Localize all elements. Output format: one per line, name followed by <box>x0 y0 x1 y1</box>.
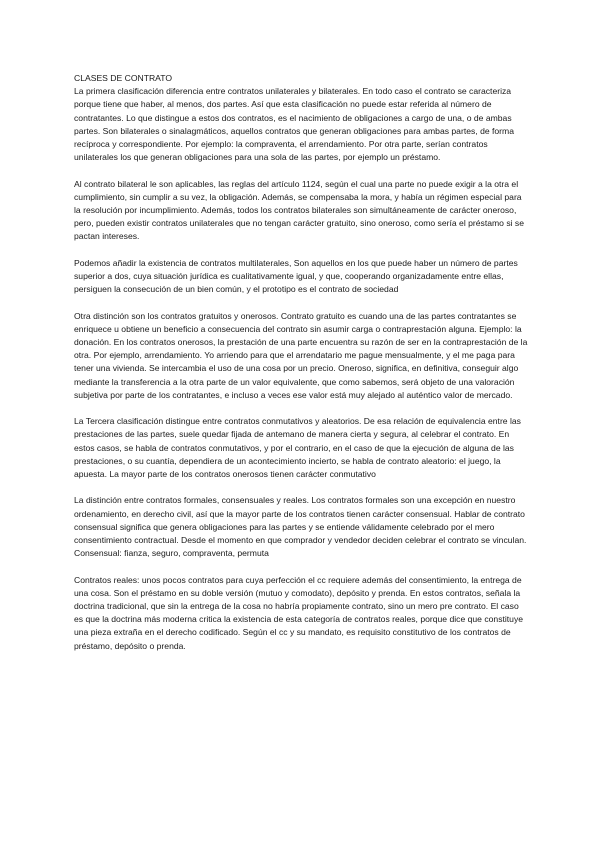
paragraph-contratos-reales: Contratos reales: unos pocos contratos para cuya perfección el cc requiere además del consentimiento, la entrega de una cosa. Son el préstamo en su doble versión (mutuo y comodato), depósito y prenda. En estos contratos, señala la doctrina tradicional, que sin la entrega de la cosa no habría propiamente contrato, sino un mero pre contrato. El caso es que la doctrina más moderna critica la existencia de esta categoría de contratos reales, porque dice que constituye una pieza extraña en el derecho codificado. Según el cc y su mandato, es requisito constitutivo de los contratos de préstamo, depósito o prenda. <box>74 574 524 651</box>
paragraph-multilaterales: Podemos añadir la existencia de contratos multilaterales, Son aquellos en los que puede haber un número de partes superior a dos, cuya situación jurídica es cualitativamente igual, y que, cooperando organizadamente entre ellas, persiguen la consecución de un bien común, y el prototipo es el contrato de sociedad <box>74 257 518 295</box>
paragraph-unilaterales-bilaterales: La primera clasificación diferencia entre contratos unilaterales y bilaterales. En todo caso el contrato se caracteriza porque tiene que haber, al menos, dos partes. Así que esta clasificación no puede estar referida al número de contratantes. Lo que distingue a estos dos contratos, es el nacimiento de obligaciones a cargo de una, o de ambas partes. Son bilaterales o sinalagmáticos, aquellos contratos que generan obligaciones para ambas partes, de forma recíproca y correspondiente. Por ejemplo: la compraventa, el arrendamiento. Por otra parte, serían contratos unilaterales los que generan obligaciones para una sola de las partes, por ejemplo un préstamo. <box>74 86 514 163</box>
paragraph-conmutativos-aleatorios: La Tercera clasificación distingue entre contratos conmutativos y aleatorios. De esa relación de equivalencia entre las prestaciones de las partes, suele quedar fijada de antemano de manera cierta y segura, al celebrar el contrato. En estos casos, se habla de contratos conmutativos, y por el contrario, en el caso de que la ejecución de alguna de las prestaciones, o su cuantía, dependiera de un acontecimiento incierto, se habla de contrato aleatorio: el juego, la apuesta. La mayor parte de los contratos onerosos tienen carácter conmutativo <box>74 416 521 480</box>
document-body <box>74 72 528 666</box>
document-title: CLASES DE CONTRATO <box>74 73 173 83</box>
paragraph-formales-consensuales: La distinción entre contratos formales, consensuales y reales. Los contratos formales son una excepción en nuestro ordenamiento, en derecho civil, así que la mayor parte de los contratos tienen carácter consensual. Hablar de contrato consensual significa que genera obligaciones para las partes y se entiende válidamente celebrado por el mero consentimiento contractual. Desde el momento en que comprador y vendedor deciden celebrar el contrato se vinculan. Consensual: fianza, seguro, compraventa, permuta <box>74 495 527 559</box>
paragraph-gratuitos-onerosos: Otra distinción son los contratos gratuitos y onerosos. Contrato gratuito es cuando una de las partes contratantes se enriquece u obtiene un beneficio a consecuencia del contrato sin asumir carga o contraprestación alguna. Ejemplo: la donación. En los contratos onerosos, la prestación de una parte encuentra su razón de ser en la contraprestación de la otra. Por ejemplo, arrendamiento. Yo arriendo para que el arrendatario me pague mensualmente, y el me paga para tener una vivienda. Se intercambia el uso de una cosa por un precio. Oneroso, significa, en definitiva, conseguir algo mediante la transferencia a la otra parte de un valor equivalente, que como sabemos, será objeto de una valoración subjetiva por parte de los contratantes, e incluso a veces ese valor está muy alejado al auténtico valor de mercado. <box>74 310 528 400</box>
paragraph-contrato-bilateral: Al contrato bilateral le son aplicables, las reglas del artículo 1124, según el cual una parte no puede exigir a la otra el cumplimiento, sin cumplir a su vez, la obligación. Además, se compensaba la mora, y había un régimen especial para la resolución por incumplimiento. Además, todos los contratos bilaterales son simultáneamente de carácter oneroso, pero, pueden existir contratos unilaterales que no tengan carácter gratuito, sino oneroso, como sería el préstamo si se pactan intereses. <box>74 178 524 242</box>
